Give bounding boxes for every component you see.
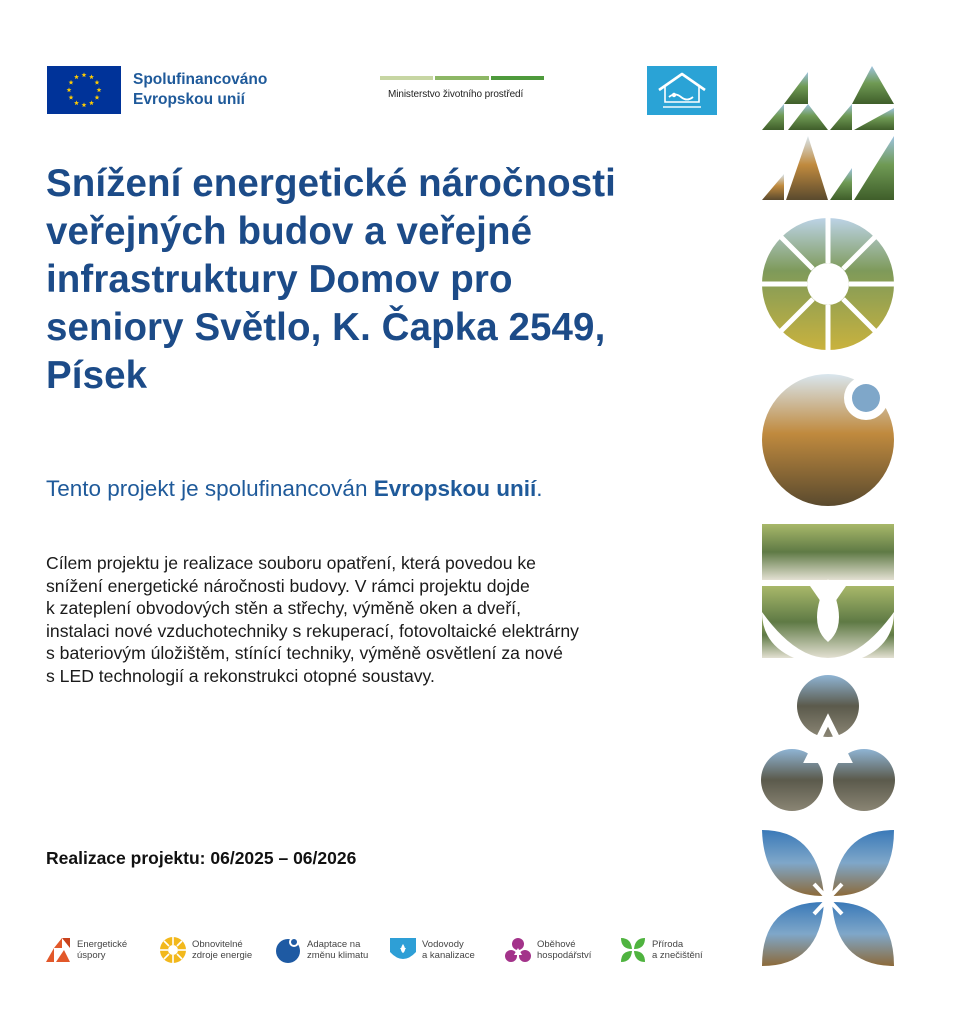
title-line-4: seniory Světlo, K. Čapka 2549,	[46, 306, 606, 349]
cofinanced-prefix: Tento projekt je spolufinancován	[46, 476, 374, 501]
side-artwork	[760, 64, 898, 968]
project-description	[46, 552, 736, 687]
description-line-3: k zateplení obvodových stěn a střechy, výměně oken a dveří,	[46, 598, 521, 618]
moon-photo-icon	[762, 374, 894, 506]
legend-label-line1: Adaptace na	[307, 938, 361, 950]
legend-label-line2: a znečištění	[652, 950, 703, 961]
eu-star-icon	[95, 95, 100, 100]
nature-icon	[619, 936, 647, 964]
house-wave-icon	[647, 66, 717, 115]
eu-logo	[47, 66, 267, 114]
eu-star-icon	[74, 100, 79, 105]
legend-text-energy	[77, 939, 127, 962]
legend-label-line1: Vodovody	[422, 938, 464, 950]
legend-label-line1: Obnovitelné	[192, 938, 243, 950]
title-line-2: veřejných budov a veřejné	[46, 210, 533, 253]
eu-star-icon	[69, 80, 74, 85]
eu-flag-icon	[47, 66, 121, 114]
recycle-photo-icon	[761, 675, 895, 811]
title-line-1: Snížení energetické náročnosti	[46, 162, 616, 205]
eu-star-icon	[82, 102, 87, 107]
project-period: Realizace projektu: 06/2025 – 06/2026	[46, 848, 357, 868]
eu-star-icon	[69, 95, 74, 100]
title-line-3: infrastruktury Domov pro	[46, 258, 513, 301]
leaves-photo-icon	[762, 830, 894, 966]
energy-savings-icon	[44, 936, 72, 964]
legend-label-line1: Energetické	[77, 938, 128, 950]
eu-logo-line2: Evropskou unií	[133, 91, 245, 108]
description-line-5: s bateriovým úložištěm, stínící techniky, výměně osvětlení za nové	[46, 643, 563, 663]
triangles-photo-icon	[762, 66, 894, 200]
legend-label-line2: a kanalizace	[422, 950, 475, 961]
cofinanced-suffix: .	[536, 476, 543, 501]
climate-icon	[274, 936, 302, 964]
eu-star-icon	[67, 87, 72, 92]
legend-item-climate	[274, 936, 389, 964]
eu-star-icon	[89, 100, 94, 105]
sun-icon	[159, 936, 187, 964]
eu-star-icon	[74, 74, 79, 79]
legend-label-line2: zdroje energie	[192, 950, 253, 961]
legend-text-circular	[537, 939, 591, 962]
legend-label-line2: změnu klimatu	[307, 950, 369, 961]
description-line-6: s LED technologií a rekonstrukci otopné soustavy.	[46, 665, 435, 686]
cofinanced-statement	[46, 475, 726, 503]
legend-label-line1: Oběhové	[537, 938, 576, 950]
description-line-4: instalaci nové vzduchotechniky s rekuperací, fotovoltaické elektrárny	[46, 620, 579, 641]
description-line-2: snížení energetické náročnosti budovy. V rámci projektu dojde	[46, 575, 530, 596]
sun-photo-icon	[762, 218, 894, 350]
legend-text-climate	[307, 939, 368, 962]
eu-star-icon	[89, 74, 94, 79]
legend-item-water	[389, 936, 504, 964]
cofinanced-bold: Evropskou unií	[373, 476, 537, 501]
legend-item-energy	[44, 936, 159, 964]
legend-text-renewables	[192, 939, 252, 962]
sfzp-logo	[647, 66, 717, 115]
legend-item-nature	[619, 936, 734, 964]
water-icon	[389, 936, 417, 964]
description-line-1: Cílem projektu je realizace souboru opatření, která povedou ke	[46, 553, 536, 573]
theme-legend	[44, 936, 734, 964]
page-title	[46, 160, 726, 400]
eu-logo-text	[133, 70, 267, 110]
legend-label-line2: úspory	[77, 950, 106, 961]
ministry-logo	[380, 76, 544, 100]
legend-label-line1: Příroda	[652, 938, 684, 950]
eu-star-icon	[95, 80, 100, 85]
ministry-logo-text: Ministerstvo životního prostředí	[388, 89, 524, 100]
legend-label-line2: hospodářství	[537, 950, 592, 961]
legend-text-nature	[652, 939, 703, 962]
ministry-logo-bars	[380, 76, 544, 80]
eu-star-icon	[82, 72, 87, 77]
title-line-5: Písek	[46, 354, 148, 397]
legend-item-circular	[504, 936, 619, 964]
legend-item-renewables	[159, 936, 274, 964]
legend-text-water	[422, 939, 475, 962]
circular-economy-icon	[504, 936, 532, 964]
eu-star-icon	[97, 87, 102, 92]
drop-photo-icon	[762, 524, 894, 658]
eu-logo-line1: Spolufinancováno	[133, 71, 268, 88]
